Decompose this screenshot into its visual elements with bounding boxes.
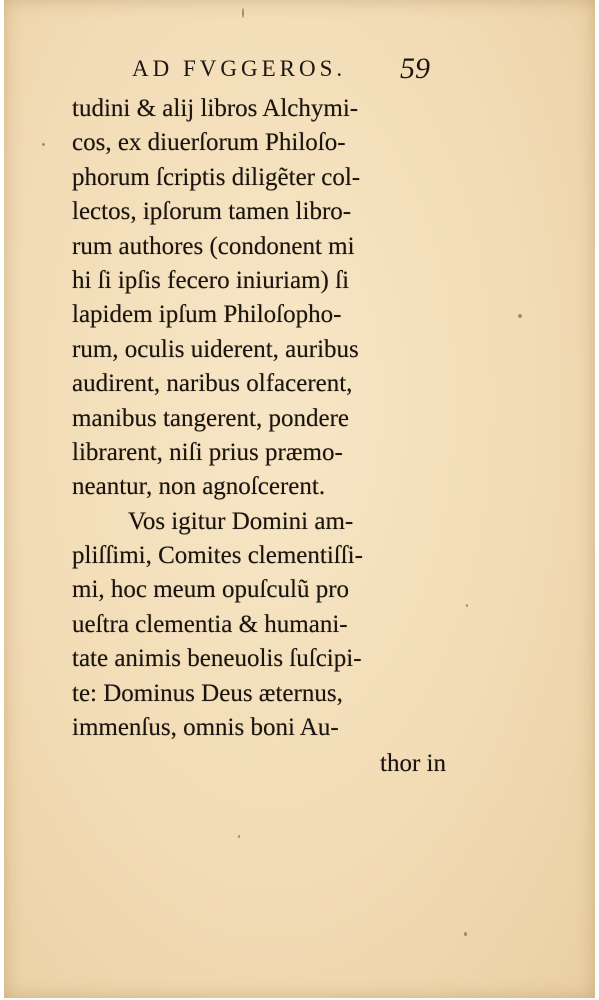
book-page [4, 0, 595, 998]
page-header [4, 52, 595, 90]
text-line: rum authores (condonent mi [72, 232, 355, 260]
text-line: librarent, niſi prius præmo- [72, 438, 343, 466]
text-line: manibus tangerent, pondere [72, 404, 349, 432]
text-line: ueſtra clementia & humani- [72, 610, 348, 638]
paper-speck [464, 932, 467, 936]
text-line: tudini & alij libros Alchymi- [72, 95, 359, 122]
paper-speck [518, 314, 522, 318]
paper-speck [466, 604, 468, 607]
text-line: rum, oculis uiderent, auribus [72, 335, 359, 363]
text-line: neantur, non agnoſcerent. [72, 473, 326, 501]
text-line: hi ſi ipſis fecero iniuriam) ſi [72, 266, 350, 294]
text-line: mi, hoc meum opuſculũ pro [72, 576, 350, 604]
text-line: lapidem ipſum Philoſopho- [72, 301, 342, 329]
text-line: immenſus, omnis boni Au- [72, 714, 339, 742]
text-line: tate animis beneuolis ſuſcipi- [72, 645, 362, 673]
text-line: lectos, ipſorum tamen libro- [72, 198, 352, 226]
catchword: thor in [380, 750, 446, 778]
text-line: audirent, naribus olfacerent, [72, 370, 353, 398]
running-head: AD FVGGEROS. [132, 56, 347, 81]
text-line-paragraph-start: Vos igitur Domini am- [128, 507, 354, 535]
body-text [72, 92, 452, 782]
paper-speck [242, 8, 244, 18]
page-number: 59 [400, 52, 430, 85]
text-line: pliſſimi, Comites clementiſſi- [72, 542, 363, 570]
paper-speck [42, 143, 45, 146]
text-line: phorum ſcriptis diligẽter col- [72, 163, 361, 191]
paper-speck [238, 835, 240, 838]
text-line: te: Dominus Deus æternus, [72, 679, 343, 707]
text-line: cos, ex diuerſorum Philoſo- [72, 129, 346, 157]
